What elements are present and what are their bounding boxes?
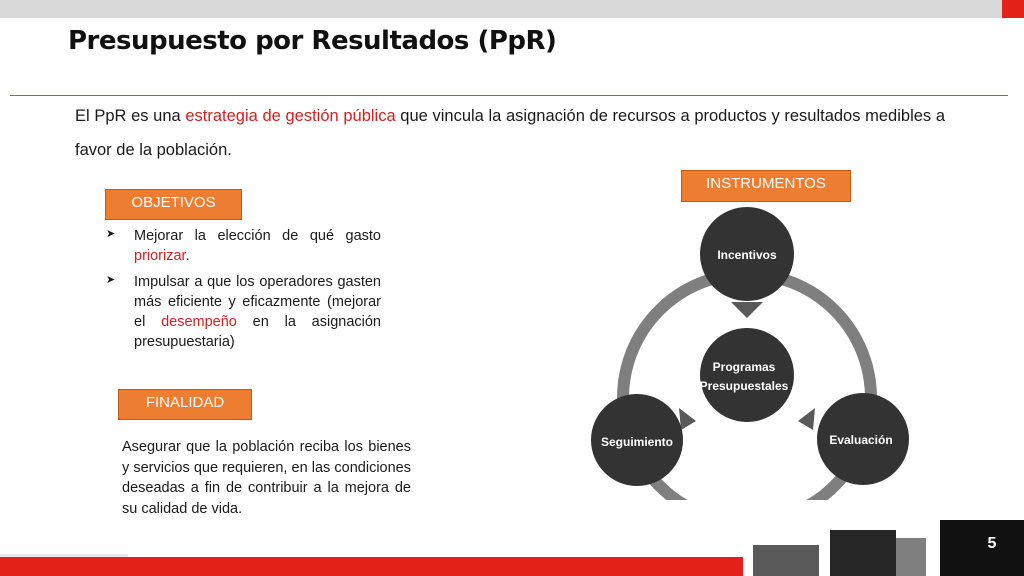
objetivo-highlight: priorizar [134,248,186,264]
node-programas [700,328,794,422]
node-label-programas-2: Presupuestales [699,379,789,393]
top-red-accent [1002,0,1024,18]
objetivo-text [134,272,381,352]
arrow-down-icon [731,302,763,318]
instrumentos-cycle-diagram [570,200,930,500]
intro-text-before: El PpR es una [75,107,186,125]
node-label-programas-1: Programas [712,360,776,374]
intro-paragraph [75,99,945,167]
node-label-evaluacion: Evaluación [829,433,893,447]
objetivo-text-before: Impulsar a que los operadores gasten más eficiente y eficazmente (mejorar el [134,274,381,330]
footer-red-bar [0,557,743,576]
footer-square [896,538,926,576]
node-label-incentivos: Incentivos [717,248,777,262]
objetivo-text [134,226,381,266]
finalidad-text: Asegurar que la población reciba los bienes y servicios que requieren, en las condiciones deseadas a fin de contribuir a la mejora de su calidad de vida. [122,439,411,517]
slide-title: Presupuesto por Resultados (PpR) [68,26,557,56]
intro-text-after: que vincula la asignación de recursos a productos y resultados medibles a favor de la población. [75,107,945,159]
objetivos-list [106,226,381,358]
footer-square [753,545,819,576]
intro-highlight: estrategia de gestión pública [185,107,396,125]
objetivo-text-after: . [185,248,190,264]
arrow-right-icon [798,408,815,430]
objetivo-text-before: Mejorar la elección de qué gasto [134,228,381,244]
arrow-left-icon [679,408,696,430]
top-band [0,0,1024,18]
objetivo-text-after: en la asignación presupuestaria) [134,314,381,350]
arrow-bullet-icon: ➤ [106,274,116,286]
finalidad-label: FINALIDAD [118,389,252,420]
title-divider [10,95,1008,96]
footer-square [830,530,896,576]
instrumentos-label: INSTRUMENTOS [681,170,851,202]
list-item [106,272,381,352]
arrow-bullet-icon: ➤ [106,228,116,240]
page-number: 5 [987,535,997,552]
objetivo-highlight: desempeño [161,314,237,330]
objetivos-label: OBJETIVOS [105,189,242,220]
list-item [106,226,381,266]
node-label-seguimiento: Seguimiento [600,435,674,449]
